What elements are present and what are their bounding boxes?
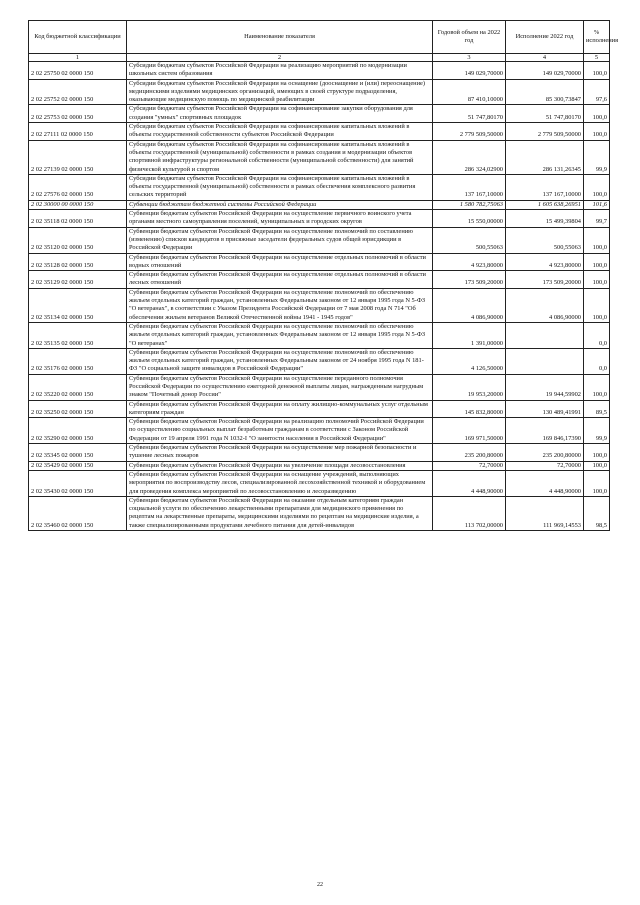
row-code: 2 02 35460 02 0000 150 — [29, 496, 127, 530]
row-name: Субвенции бюджетам субъектов Российской Федерации на осуществление отдельных полномочий в области водных отношений — [127, 253, 433, 271]
header-code: Код бюджетной классификации — [29, 21, 127, 54]
header-pct: % исполнения — [584, 21, 610, 54]
row-plan: 137 167,10000 — [433, 174, 506, 200]
row-plan: 286 324,02900 — [433, 140, 506, 174]
row-pct: 100,0 — [584, 123, 610, 141]
table-row — [29, 461, 610, 470]
row-exec: 4 086,90000 — [506, 288, 584, 322]
row-plan: 113 702,00000 — [433, 496, 506, 530]
table-row — [29, 470, 610, 496]
table-row — [29, 271, 610, 289]
row-plan: 4 086,90000 — [433, 288, 506, 322]
row-exec: 15 499,39804 — [506, 210, 584, 228]
table-row — [29, 322, 610, 348]
row-pct: 100,0 — [584, 374, 610, 400]
row-pct: 99,7 — [584, 210, 610, 228]
row-exec: 235 200,80000 — [506, 444, 584, 462]
row-pct: 100,0 — [584, 227, 610, 253]
row-pct: 89,5 — [584, 400, 610, 418]
row-pct: 100,0 — [584, 461, 610, 470]
row-exec: 2 779 509,50000 — [506, 123, 584, 141]
table-row — [29, 123, 610, 141]
table-row — [29, 227, 610, 253]
row-name: Субсидии бюджетам субъектов Российской Федерации на софинансирование закупки оборудования для создания "умных" спортивных площадок — [127, 105, 433, 123]
row-code: 2 02 35345 02 0000 150 — [29, 444, 127, 462]
row-plan: 2 779 509,50000 — [433, 123, 506, 141]
table-row — [29, 496, 610, 530]
column-number: 4 — [506, 54, 584, 62]
row-code: 2 02 35250 02 0000 150 — [29, 400, 127, 418]
table-row — [29, 210, 610, 228]
row-code: 2 02 35176 02 0000 150 — [29, 348, 127, 374]
row-plan: 87 410,10000 — [433, 79, 506, 105]
row-exec — [506, 348, 584, 374]
row-name: Субвенции бюджетам субъектов Российской Федерации на осуществление переданного полномочия Российской Федерации по осуществлению ежегодной денежной выплаты лицам, награжденным нагрудным знаком "Почетный донор России" — [127, 374, 433, 400]
table-body — [29, 62, 610, 531]
row-plan: 15 550,00000 — [433, 210, 506, 228]
row-code: 2 02 35128 02 0000 150 — [29, 253, 127, 271]
row-code: 2 02 35129 02 0000 150 — [29, 271, 127, 289]
column-number: 5 — [584, 54, 610, 62]
table-row — [29, 400, 610, 418]
row-plan: 149 029,70000 — [433, 62, 506, 80]
row-pct: 100,0 — [584, 271, 610, 289]
row-plan: 173 509,20000 — [433, 271, 506, 289]
row-code: 2 02 35430 02 0000 150 — [29, 470, 127, 496]
column-number: 2 — [127, 54, 433, 62]
row-pct: 100,0 — [584, 444, 610, 462]
header-name: Наименование показателя — [127, 21, 433, 54]
row-code: 2 02 25753 02 0000 150 — [29, 105, 127, 123]
row-name: Субсидии бюджетам субъектов Российской Федерации на оснащение (дооснащение и (или) переоснащение) медицинскими изделиями медицинских организаций, имеющих в своей структуре подразделения, оказывающие медицинскую помощь по медицинской реабилитации — [127, 79, 433, 105]
budget-table — [28, 20, 619, 531]
row-code: 2 02 27139 02 0000 150 — [29, 140, 127, 174]
table-row — [29, 140, 610, 174]
row-plan: 19 953,20000 — [433, 374, 506, 400]
row-code: 2 02 35118 02 0000 150 — [29, 210, 127, 228]
row-exec: 51 747,80170 — [506, 105, 584, 123]
row-plan: 1 391,00000 — [433, 322, 506, 348]
page-number: 22 — [317, 882, 323, 888]
row-pct: 100,0 — [584, 62, 610, 80]
table-row — [29, 105, 610, 123]
row-pct: 101,6 — [584, 200, 610, 209]
row-plan: 500,55063 — [433, 227, 506, 253]
row-name: Субвенции бюджетам субъектов Российской Федерации на оплату жилищно-коммунальных услуг отдельным категориям граждан — [127, 400, 433, 418]
row-name: Субвенции бюджетам субъектов Российской Федерации на увеличение площади лесовосстановления — [127, 461, 433, 470]
row-name: Субвенции бюджетам субъектов Российской Федерации на осуществление полномочий по обеспечению жильем отдельных категорий граждан, установленных Федеральным законом от 12 января 1995 года N 5-ФЗ "О ветеранах" — [127, 322, 433, 348]
row-exec: 85 300,73847 — [506, 79, 584, 105]
row-code: 2 02 35429 02 0000 150 — [29, 461, 127, 470]
table-row — [29, 444, 610, 462]
row-pct: 97,6 — [584, 79, 610, 105]
row-exec: 173 509,20000 — [506, 271, 584, 289]
row-exec: 111 969,14553 — [506, 496, 584, 530]
row-pct: 100,0 — [584, 253, 610, 271]
row-code: 2 02 35135 02 0000 150 — [29, 322, 127, 348]
row-plan: 4 126,50000 — [433, 348, 506, 374]
row-code: 2 02 30000 00 0000 150 — [29, 200, 127, 209]
row-name: Субвенции бюджетам субъектов Российской Федерации на осуществление мер пожарной безопасности и тушение лесных пожаров — [127, 444, 433, 462]
row-pct: 0,0 — [584, 348, 610, 374]
row-pct: 100,0 — [584, 288, 610, 322]
row-code: 2 02 35134 02 0000 150 — [29, 288, 127, 322]
row-exec: 4 448,90000 — [506, 470, 584, 496]
row-exec: 130 489,41991 — [506, 400, 584, 418]
row-pct: 100,0 — [584, 105, 610, 123]
row-name: Субвенции бюджетам субъектов Российской Федерации на оказание отдельным категориям граждан социальной услуги по обеспечению лекарственными препаратами для медицинского применения по рецептам на лекарственные препараты, медицинскими изделиями по рецептам на медицинские изделия, а также специализированными продуктами лечебного питания для детей-инвалидов — [127, 496, 433, 530]
row-plan: 4 448,90000 — [433, 470, 506, 496]
row-exec: 4 923,80000 — [506, 253, 584, 271]
row-exec: 137 167,10000 — [506, 174, 584, 200]
row-name: Субвенции бюджетам бюджетной системы Российской Федерации — [127, 200, 433, 209]
row-name: Субвенции бюджетам субъектов Российской Федерации на реализацию полномочий Российской Федерации по осуществлению социальных выплат безработным гражданам в соответствии с Законом Российской Федерации от 19 апреля 1991 года N 1032-I "О занятости населения в Российской Федерации" — [127, 418, 433, 444]
row-code: 2 02 35220 02 0000 150 — [29, 374, 127, 400]
table-header-row — [29, 21, 610, 54]
table-row — [29, 62, 610, 80]
row-exec: 149 029,70000 — [506, 62, 584, 80]
row-exec: 500,55063 — [506, 227, 584, 253]
row-name: Субсидии бюджетам субъектов Российской Федерации на софинансирование капитальных вложений в объекты государственной собственности субъектов Российской Федерации — [127, 123, 433, 141]
row-name: Субвенции бюджетам субъектов Российской Федерации на осуществление первичного воинского учета органами местного самоуправления поселений, муниципальных и городских округов — [127, 210, 433, 228]
row-name: Субсидии бюджетам субъектов Российской Федерации на софинансирование капитальных вложений в объекты государственной (муниципальной) собственности в рамках создания и модернизации объектов спортивной инфраструктуры региональной собственности (муниципальной собственности) для занятий физической культурой и спортом — [127, 140, 433, 174]
row-plan: 51 747,80170 — [433, 105, 506, 123]
column-number: 1 — [29, 54, 127, 62]
row-name: Субвенции бюджетам субъектов Российской Федерации на осуществление полномочий по обеспечению жильем отдельных категорий граждан, установленных Федеральным законом от 24 ноября 1995 года N 181-ФЗ "О социальной защите инвалидов в Российской Федерации" — [127, 348, 433, 374]
table-row — [29, 253, 610, 271]
row-name: Субвенции бюджетам субъектов Российской Федерации на оснащение учреждений, выполняющих мероприятия по воспроизводству лесов, специализированной лесохозяйственной техникой и оборудованием для проведения комплекса мероприятий по лесовосстановлению и лесоразведению — [127, 470, 433, 496]
table-row — [29, 288, 610, 322]
row-name: Субвенции бюджетам субъектов Российской Федерации на осуществление полномочий по обеспечению жильем отдельных категорий граждан, установленных Федеральным законом от 12 января 1995 года N 5-ФЗ "О ветеранах", в соответствии с Указом Президента Российской Федерации от 7 мая 2008 года N 714 "Об обеспечении жильем ветеранов Великой Отечественной войны 1941 - 1945 годов" — [127, 288, 433, 322]
row-name: Субвенции бюджетам субъектов Российской Федерации на осуществление отдельных полномочий в области лесных отношений — [127, 271, 433, 289]
table-row — [29, 374, 610, 400]
column-number-row — [29, 54, 610, 62]
row-name: Субсидии бюджетам субъектов Российской Федерации на софинансирование капитальных вложений в объекты государственной (муниципальной) собственности в рамках обеспечения комплексного развития сельских территорий — [127, 174, 433, 200]
row-plan: 1 580 782,75063 — [433, 200, 506, 209]
table-row — [29, 200, 610, 209]
row-exec — [506, 322, 584, 348]
column-number: 3 — [433, 54, 506, 62]
row-plan: 169 971,50000 — [433, 418, 506, 444]
row-pct: 99,9 — [584, 140, 610, 174]
row-pct: 100,0 — [584, 174, 610, 200]
row-exec: 169 846,17390 — [506, 418, 584, 444]
row-code: 2 02 35120 02 0000 150 — [29, 227, 127, 253]
row-exec: 19 944,59902 — [506, 374, 584, 400]
row-code: 2 02 27576 02 0000 150 — [29, 174, 127, 200]
table-row — [29, 174, 610, 200]
row-plan: 4 923,80000 — [433, 253, 506, 271]
header-plan: Годовой объем на 2022 год — [433, 21, 506, 54]
row-code: 2 02 27111 02 0000 150 — [29, 123, 127, 141]
row-pct: 98,5 — [584, 496, 610, 530]
row-plan: 235 200,80000 — [433, 444, 506, 462]
row-plan: 72,70000 — [433, 461, 506, 470]
row-exec: 286 131,26345 — [506, 140, 584, 174]
row-code: 2 02 25750 02 0000 150 — [29, 62, 127, 80]
row-code: 2 02 25752 02 0000 150 — [29, 79, 127, 105]
row-pct: 99,9 — [584, 418, 610, 444]
table-row — [29, 348, 610, 374]
row-exec: 1 605 638,26951 — [506, 200, 584, 209]
row-code: 2 02 35290 02 0000 150 — [29, 418, 127, 444]
table-row — [29, 79, 610, 105]
row-name: Субсидии бюджетам субъектов Российской Федерации на реализацию мероприятий по модернизации школьных систем образования — [127, 62, 433, 80]
row-name: Субвенции бюджетам субъектов Российской Федерации на осуществление полномочий по составлению (изменению) списков кандидатов в присяжные заседатели федеральных судов общей юрисдикции в Российской Федерации — [127, 227, 433, 253]
row-pct: 100,0 — [584, 470, 610, 496]
row-plan: 145 832,80000 — [433, 400, 506, 418]
row-exec: 72,70000 — [506, 461, 584, 470]
row-pct: 0,0 — [584, 322, 610, 348]
table-row — [29, 418, 610, 444]
header-exec: Исполнение 2022 год — [506, 21, 584, 54]
